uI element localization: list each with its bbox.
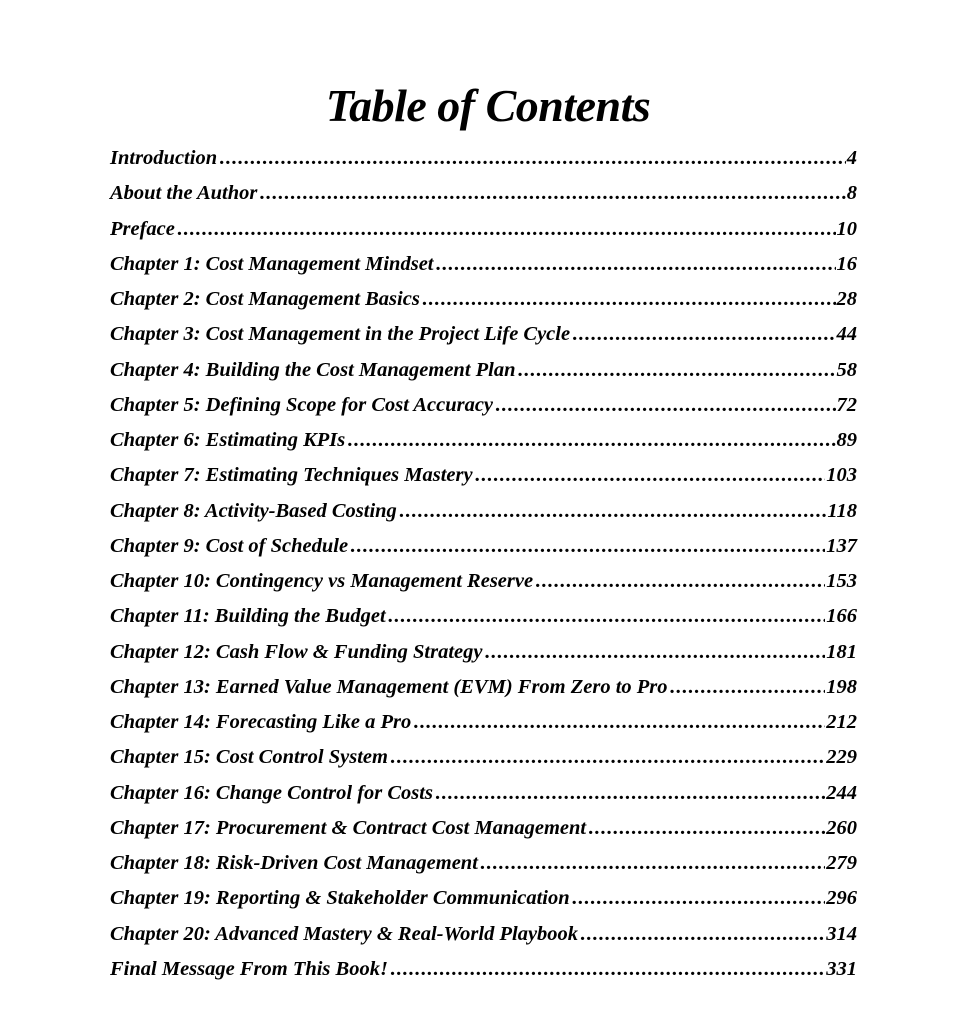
toc-dot-leader xyxy=(177,212,836,247)
toc-entry[interactable] xyxy=(110,846,857,881)
toc-entry-label: Chapter 6: Estimating KPIs xyxy=(110,429,346,451)
toc-entry[interactable] xyxy=(110,776,857,811)
toc-dot-leader xyxy=(259,176,845,211)
toc-entry-label: Chapter 13: Earned Value Management (EVM) From Zero to Pro xyxy=(110,675,668,698)
toc-entry-page-number: 103 xyxy=(826,464,857,487)
toc-entry[interactable] xyxy=(110,740,857,775)
toc-entry-page-number: 8 xyxy=(846,182,857,205)
toc-entry-label: Chapter 3: Cost Management in the Project Life Cycle xyxy=(110,323,571,346)
toc-entry-label: Chapter 1: Cost Management Mindset xyxy=(110,252,434,275)
toc-entry[interactable] xyxy=(110,176,857,211)
toc-entry[interactable] xyxy=(110,494,857,529)
toc-entry[interactable] xyxy=(110,881,857,916)
toc-entry-label: Preface xyxy=(110,217,175,240)
toc-entry-label: Chapter 19: Reporting & Stakeholder Communication xyxy=(110,887,570,910)
toc-entry[interactable] xyxy=(110,423,857,458)
toc-dot-leader xyxy=(670,670,826,705)
toc-entry-page-number: 166 xyxy=(826,605,857,628)
toc-entry[interactable] xyxy=(110,388,857,423)
toc-dot-leader xyxy=(518,353,836,388)
toc-dot-leader xyxy=(475,458,826,493)
toc-entry-label: Chapter 11: Building the Budget xyxy=(110,605,386,628)
toc-entry-page-number: 198 xyxy=(826,675,857,698)
toc-entry-label: Chapter 10: Contingency vs Management Reserve xyxy=(110,570,534,592)
toc-entry-page-number: 4 xyxy=(846,147,857,169)
toc-dot-leader xyxy=(399,494,827,529)
toc-dot-leader xyxy=(219,141,846,176)
toc-entry-label: Final Message From This Book! xyxy=(110,957,388,980)
toc-entry[interactable] xyxy=(110,811,857,846)
toc-entry-page-number: 314 xyxy=(826,922,857,945)
toc-entry-label: Chapter 14: Forecasting Like a Pro xyxy=(110,711,412,733)
toc-entry[interactable] xyxy=(110,952,857,987)
toc-entry-label: Chapter 5: Defining Scope for Cost Accuracy xyxy=(110,393,494,416)
toc-entry-page-number: 331 xyxy=(826,957,857,980)
toc-entry-label: Chapter 2: Cost Management Basics xyxy=(110,288,420,310)
toc-dot-leader xyxy=(350,529,825,564)
toc-entry[interactable] xyxy=(110,705,857,740)
toc-entry[interactable] xyxy=(110,247,857,282)
toc-entry-page-number: 58 xyxy=(836,358,857,381)
page-title: Table of Contents xyxy=(325,80,651,131)
toc-dot-leader xyxy=(413,705,825,740)
toc-entry[interactable] xyxy=(110,670,857,705)
toc-dot-leader xyxy=(388,599,826,634)
toc-entry-page-number: 137 xyxy=(826,534,857,557)
toc-dot-leader xyxy=(485,635,826,670)
toc-entry[interactable] xyxy=(110,599,857,634)
toc-dot-leader xyxy=(436,247,836,282)
toc-dot-leader xyxy=(572,317,835,352)
toc-entry-page-number: 16 xyxy=(836,252,857,275)
toc-dot-leader xyxy=(480,846,825,881)
toc-dot-leader xyxy=(390,952,825,987)
toc-entry[interactable] xyxy=(110,458,857,493)
toc-entry[interactable] xyxy=(110,917,857,952)
toc-entry-label: Chapter 8: Activity-Based Costing xyxy=(110,499,397,522)
toc-entry[interactable] xyxy=(110,141,857,176)
toc-entry-page-number: 244 xyxy=(826,781,857,804)
toc-dot-leader xyxy=(422,282,836,317)
toc-entry[interactable] xyxy=(110,353,857,388)
toc-dot-leader xyxy=(535,564,825,599)
toc-entry-label: Chapter 12: Cash Flow & Funding Strategy xyxy=(110,640,483,663)
toc-entry-page-number: 229 xyxy=(826,746,857,769)
toc-entry-page-number: 118 xyxy=(827,499,857,522)
toc-entry-label: Chapter 20: Advanced Mastery & Real-World Playbook xyxy=(110,922,579,945)
toc-list xyxy=(110,141,857,987)
toc-entry-page-number: 89 xyxy=(836,429,857,451)
toc-entry-page-number: 72 xyxy=(836,393,857,416)
toc-entry-page-number: 260 xyxy=(826,816,857,839)
toc-entry-label: About the Author xyxy=(110,182,258,205)
toc-entry-page-number: 153 xyxy=(826,570,857,592)
toc-entry-label: Chapter 18: Risk-Driven Cost Management xyxy=(110,852,478,874)
toc-entry-label: Chapter 16: Change Control for Costs xyxy=(110,781,433,804)
toc-entry-label: Chapter 17: Procurement & Contract Cost Management xyxy=(110,816,587,839)
toc-entry-page-number: 181 xyxy=(826,640,857,663)
toc-dot-leader xyxy=(588,811,825,846)
toc-entry-label: Chapter 7: Estimating Techniques Mastery xyxy=(110,464,473,487)
toc-entry-page-number: 212 xyxy=(826,711,857,733)
toc-entry[interactable] xyxy=(110,212,857,247)
toc-dot-leader xyxy=(347,423,835,458)
toc-entry[interactable] xyxy=(110,564,857,599)
toc-entry-page-number: 10 xyxy=(836,217,857,240)
toc-entry[interactable] xyxy=(110,635,857,670)
toc-entry-label: Introduction xyxy=(110,147,218,169)
toc-entry-page-number: 279 xyxy=(826,852,857,874)
toc-entry-label: Chapter 15: Cost Control System xyxy=(110,746,388,769)
toc-entry-label: Chapter 4: Building the Cost Management Plan xyxy=(110,358,516,381)
toc-entry-page-number: 296 xyxy=(826,887,857,910)
toc-entry[interactable] xyxy=(110,317,857,352)
toc-entry-page-number: 28 xyxy=(836,288,857,310)
toc-dot-leader xyxy=(572,881,826,916)
toc-dot-leader xyxy=(580,917,825,952)
toc-dot-leader xyxy=(390,740,825,775)
toc-entry[interactable] xyxy=(110,529,857,564)
toc-dot-leader xyxy=(435,776,825,811)
toc-entry-label: Chapter 9: Cost of Schedule xyxy=(110,534,349,557)
toc-entry-page-number: 44 xyxy=(836,323,857,346)
toc-dot-leader xyxy=(495,388,835,423)
toc-entry[interactable] xyxy=(110,282,857,317)
